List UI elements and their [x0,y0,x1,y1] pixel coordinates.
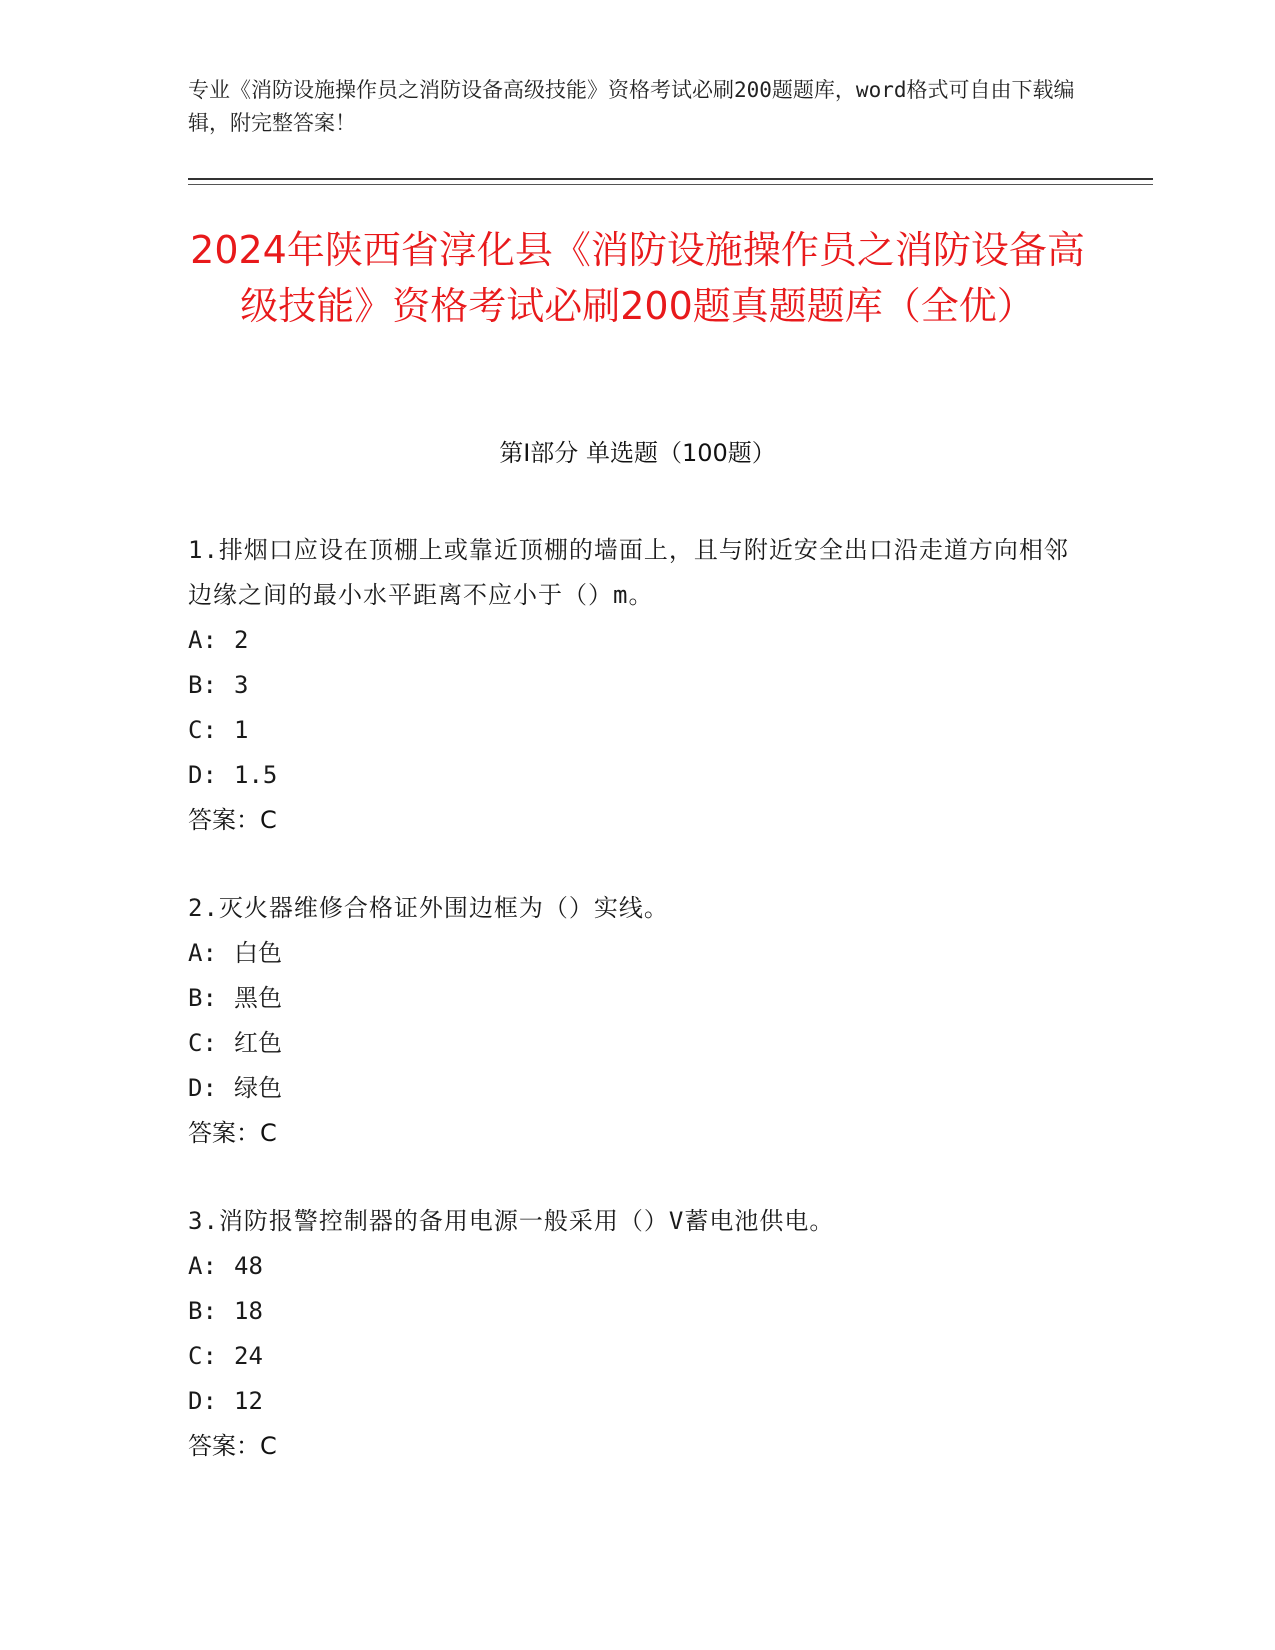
answer-line: 答案：C [188,1432,277,1460]
question-item [188,886,1088,1156]
option-letter: C: [188,716,217,744]
option-text: 48 [234,1252,263,1280]
option-c [188,708,1088,753]
option-text: 黑色 [234,984,282,1012]
option-text: 绿色 [234,1074,282,1102]
question-item [188,528,1088,843]
option-text: 1.5 [234,761,278,789]
option-a [188,618,1088,663]
document-title: 2024年陕西省淳化县《消防设施操作员之消防设备高级技能》资格考试必刷200题真题题库（全优） [190,228,1085,328]
option-c [188,1334,1088,1379]
question-stem: 3.消防报警控制器的备用电源一般采用（）V蓄电池供电。 [188,1207,835,1235]
option-d [188,1379,1088,1424]
option-text: 24 [234,1342,263,1370]
option-letter: B: [188,1297,217,1325]
option-d [188,1066,1088,1111]
section-heading: 第I部分 单选题（100题） [499,439,776,467]
option-b [188,1289,1088,1334]
header-note: 专业《消防设施操作员之消防设备高级技能》资格考试必刷200题题库，word格式可自由下载编辑，附完整答案！ [188,78,1075,135]
option-text: 红色 [234,1029,282,1057]
header-divider-thin [188,184,1153,185]
option-letter: B: [188,671,217,699]
option-a [188,1244,1088,1289]
option-letter: C: [188,1342,217,1370]
option-letter: D: [188,1387,217,1415]
option-letter: C: [188,1029,217,1057]
option-b [188,663,1088,708]
option-letter: D: [188,1074,217,1102]
option-c [188,1021,1088,1066]
option-text: 18 [234,1297,263,1325]
option-text: 12 [234,1387,263,1415]
answer-line: 答案：C [188,1119,277,1147]
option-letter: A: [188,626,217,654]
option-letter: A: [188,1252,217,1280]
question-stem: 2.灭火器维修合格证外围边框为（）实线。 [188,894,669,922]
question-item [188,1199,1088,1469]
question-stem: 1.排烟口应设在顶棚上或靠近顶棚的墙面上，且与附近安全出口沿走道方向相邻边缘之间的最小水平距离不应小于（）m。 [188,536,1069,609]
option-text: 白色 [234,939,282,967]
option-b [188,976,1088,1021]
option-text: 3 [234,671,249,699]
header-divider-thick [188,178,1153,180]
option-letter: D: [188,761,217,789]
option-text: 1 [234,716,249,744]
option-letter: A: [188,939,217,967]
option-a [188,931,1088,976]
answer-line: 答案：C [188,806,277,834]
option-letter: B: [188,984,217,1012]
option-text: 2 [234,626,249,654]
option-d [188,753,1088,798]
question-list [188,528,1088,1512]
